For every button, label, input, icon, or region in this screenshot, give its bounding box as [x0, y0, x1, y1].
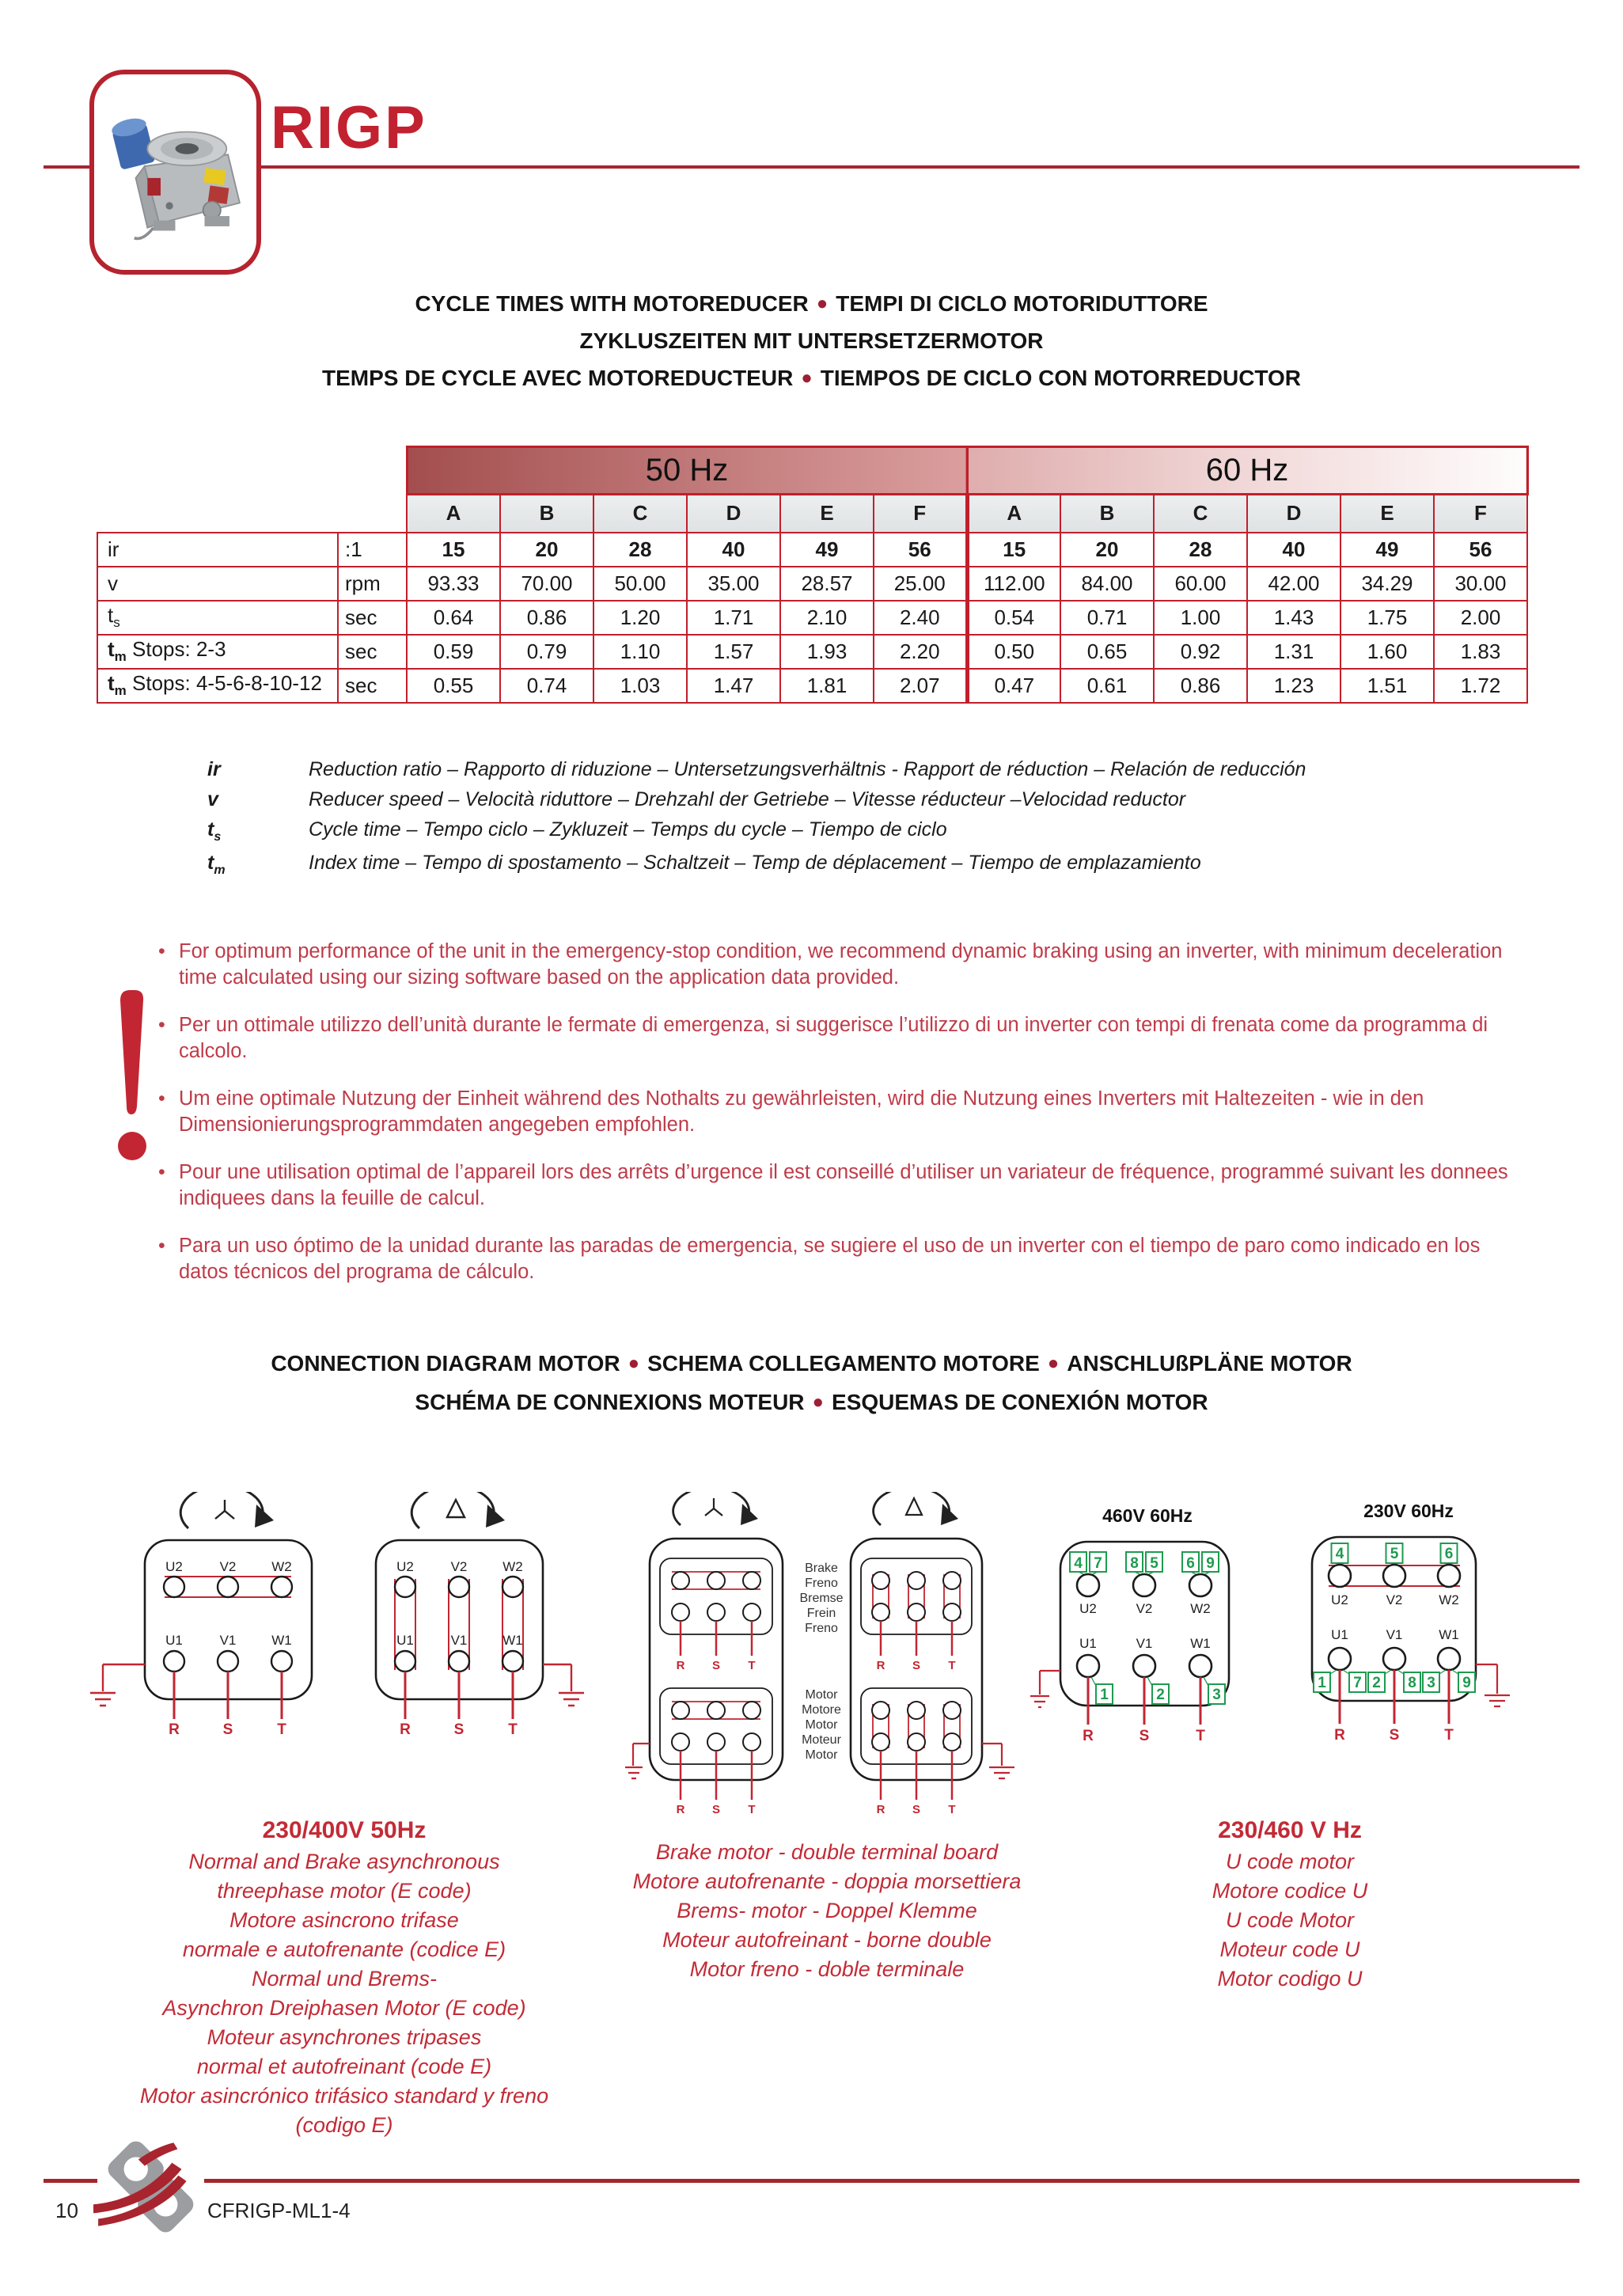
value-cell: 28.57	[780, 567, 874, 601]
terminal-label: V1	[1386, 1627, 1403, 1642]
value-cell: 60.00	[1154, 567, 1247, 601]
value-cell: 50.00	[593, 567, 687, 601]
connection-title-line1: CONNECTION DIAGRAM MOTOR ● SCHEMA COLLEGAMENTO MOTORE ● ANSCHLUßPLÄNE MOTOR	[271, 1351, 1352, 1376]
wire-number: 5	[1150, 1555, 1158, 1572]
terminal-label: W2	[271, 1559, 292, 1574]
footer-rule-right	[204, 2179, 1579, 2183]
value-cell: 0.65	[1060, 635, 1154, 669]
cycle-times-table	[97, 446, 1529, 704]
wire-number: 7	[1353, 1675, 1362, 1691]
value-cell: 0.55	[407, 669, 500, 703]
diagram-star-motor	[79, 1492, 324, 1737]
value-cell: 1.60	[1340, 635, 1434, 669]
phase-label: S	[1139, 1728, 1150, 1744]
ground-icon	[1030, 1671, 1060, 1707]
wire-number: 4	[1335, 1546, 1344, 1562]
winding-label: Frein	[806, 1607, 836, 1620]
winding-label: Moteur	[802, 1733, 841, 1747]
wire-number: 2	[1156, 1687, 1165, 1703]
winding-label: Motor	[805, 1688, 838, 1702]
warning-item: • Para un uso óptimo de la unidad durante las paradas de emergencia, se sugiere el uso de un inverter con el tiempo de paro como indicado en los datos técnicos del programa de cálculo.	[158, 1235, 1481, 1283]
value-cell: 20	[1060, 533, 1154, 567]
phase-label: R	[1083, 1728, 1094, 1744]
wire-number: 6	[1186, 1555, 1195, 1572]
value-cell: 56	[1434, 533, 1527, 567]
caption-230-400v	[55, 1817, 633, 2140]
row-unit: sec	[338, 601, 407, 635]
terminal-label: U1	[165, 1633, 183, 1648]
main-title	[0, 285, 1623, 397]
rotation-arrow-icon	[874, 1492, 958, 1525]
value-cell: 93.33	[407, 567, 500, 601]
warning-item: • Pour une utilisation optimal de l’appareil lors des arrêts d’urgence il est conseillé d’utiliser un variateur de fréquence, programmé suivant les donnees indiquees dans la feuille de calcul.	[158, 1161, 1508, 1209]
caption-line: normale e autofrenante (codice E)	[182, 1937, 506, 1961]
caption-line: (codigo E)	[295, 2113, 393, 2137]
value-cell: 2.20	[874, 635, 967, 669]
phase-label: R	[876, 1659, 885, 1672]
caption-brake-motor	[617, 1838, 1037, 1984]
hz-60-header: 60 Hz	[967, 447, 1527, 495]
value-cell: 70.00	[500, 567, 593, 601]
bullet-separator-icon: ●	[1047, 1353, 1060, 1374]
caption-line: Normal und Brems-	[251, 1967, 438, 1990]
value-cell: 0.47	[967, 669, 1060, 703]
phase-label: T	[508, 1721, 518, 1737]
column-header: A	[407, 495, 500, 533]
phase-label: T	[748, 1803, 756, 1816]
terminal-label: W1	[502, 1633, 523, 1648]
rotation-arrow-icon	[673, 1492, 758, 1525]
column-header: C	[593, 495, 687, 533]
winding-label: Motore	[802, 1703, 841, 1717]
row-label: $t_m$ Stops: 2-3	[97, 635, 338, 669]
phase-label: S	[912, 1803, 921, 1816]
phase-label: T	[277, 1721, 286, 1737]
table-row	[97, 669, 1527, 703]
warning-item: • For optimum performance of the unit in the emergency-stop condition, we recommend dynamic braking using an inverter, with minimum deceleration time calculated using our sizing software based on the application data provided.	[158, 940, 1503, 989]
winding-label: Motor	[805, 1718, 838, 1732]
value-cell: 30.00	[1434, 567, 1527, 601]
column-header-row	[97, 495, 1527, 533]
value-cell: 1.00	[1154, 601, 1247, 635]
delta-connection-icon	[906, 1498, 922, 1515]
star-connection-icon	[215, 1500, 234, 1519]
value-cell: 84.00	[1060, 567, 1154, 601]
phase-label: S	[711, 1803, 721, 1816]
terminal-label: W1	[1439, 1627, 1459, 1642]
phase-label: S	[453, 1721, 465, 1737]
phase-label: R	[876, 1803, 885, 1816]
table-row	[97, 567, 1527, 601]
value-cell: 1.47	[687, 669, 780, 703]
value-cell: 0.59	[407, 635, 500, 669]
hz-50-header: 50 Hz	[407, 447, 967, 495]
table-row	[97, 601, 1527, 635]
value-cell: 20	[500, 533, 593, 567]
terminal-label: U1	[396, 1633, 414, 1648]
wire-number: 1	[1318, 1675, 1326, 1691]
value-cell: 15	[407, 533, 500, 567]
wire-number: 6	[1444, 1546, 1454, 1562]
terminal-label: W1	[271, 1633, 292, 1648]
caption-line: Motor codigo U	[1217, 1967, 1363, 1990]
main-title-line3: TEMPS DE CYCLE AVEC MOTOREDUCTEUR ● TIEMPOS DE CICLO CON MOTORREDUCTOR	[321, 366, 1302, 390]
value-cell: 28	[593, 533, 687, 567]
legend-item: v Reducer speed – Velocità riduttore – Drehzahl der Getriebe – Vitesse réducteur –Velocidad reductor	[207, 788, 1186, 810]
exclamation-icon	[111, 988, 152, 1166]
column-header: D	[687, 495, 780, 533]
caption-line: Moteur code U	[1219, 1937, 1360, 1961]
value-cell: 0.54	[967, 601, 1060, 635]
phase-label: S	[1389, 1727, 1400, 1744]
column-header: A	[967, 495, 1060, 533]
rotation-arrow-icon	[411, 1492, 505, 1528]
page-number: 10	[55, 2199, 78, 2222]
terminal-label: U2	[165, 1559, 183, 1574]
value-cell: 0.50	[967, 635, 1060, 669]
diagram-460v	[1029, 1530, 1266, 1755]
star-connection-icon	[705, 1498, 722, 1516]
terminal-label: V1	[450, 1633, 468, 1648]
value-cell: 2.40	[874, 601, 967, 635]
terminal-label: W2	[1439, 1592, 1459, 1607]
diagram-460v-title: 460V 60Hz	[1102, 1505, 1193, 1526]
phase-label: R	[676, 1659, 685, 1672]
value-cell: 15	[967, 533, 1060, 567]
caption-line: Brems- motor - Doppel Klemme	[677, 1899, 977, 1922]
ground-icon	[625, 1744, 650, 1778]
phase-label: R	[400, 1721, 411, 1737]
product-photo-frame	[89, 70, 261, 275]
caption-line: Motor asincrónico trifásico standard y freno	[139, 2084, 549, 2108]
phase-label: R	[1334, 1727, 1345, 1744]
bullet-separator-icon: ●	[628, 1353, 640, 1374]
caption-line: Normal and Brake asynchronous	[188, 1850, 500, 1873]
caption-line: Motor freno - doble terminale	[689, 1957, 965, 1981]
value-cell: 2.10	[780, 601, 874, 635]
ground-icon	[1476, 1664, 1510, 1706]
caption-line: U code motor	[1225, 1850, 1355, 1873]
page-title: RIGP	[271, 94, 427, 161]
wire-number: 8	[1130, 1555, 1139, 1572]
main-title-line1: CYCLE TIMES WITH MOTOREDUCER ● TEMPI DI CICLO MOTORIDUTTORE	[415, 291, 1208, 316]
value-cell: 112.00	[967, 567, 1060, 601]
diagram-230v	[1290, 1526, 1527, 1755]
phase-label: R	[676, 1803, 685, 1816]
connection-title	[0, 1344, 1623, 1421]
value-cell: 1.57	[687, 635, 780, 669]
diagram-brake-star	[625, 1492, 807, 1824]
terminal-label: U2	[1331, 1592, 1348, 1607]
diagram-230v-title: 230V 60Hz	[1363, 1501, 1454, 1521]
value-cell: 49	[780, 533, 874, 567]
caption-heading: 230/460 V Hz	[1218, 1817, 1362, 1843]
delta-connection-icon	[447, 1500, 465, 1517]
winding-label: Freno	[805, 1622, 838, 1635]
value-cell: 1.20	[593, 601, 687, 635]
value-cell: 0.79	[500, 635, 593, 669]
value-cell: 1.93	[780, 635, 874, 669]
winding-label: Motor	[805, 1748, 838, 1762]
value-cell: 40	[687, 533, 780, 567]
value-cell: 1.10	[593, 635, 687, 669]
warning-item: • Um eine optimale Nutzung der Einheit während des Nothalts zu gewährleisten, wird die Nutzung eines Inverters mit Haltezeiten - wie in den Dimensionierungsprogrammdaten angegeben empfohlen.	[158, 1087, 1424, 1136]
value-cell: 1.51	[1340, 669, 1434, 703]
caption-heading: 230/400V 50Hz	[262, 1817, 427, 1843]
terminal-label: V1	[219, 1633, 237, 1648]
connection-title-line2: SCHÉMA DE CONNEXIONS MOTEUR ● ESQUEMAS DE CONEXIÓN MOTOR	[415, 1390, 1208, 1414]
terminal-label: V2	[219, 1559, 237, 1574]
ground-icon	[982, 1744, 1014, 1778]
winding-label: Brake	[805, 1562, 838, 1575]
bullet-separator-icon: ●	[801, 367, 813, 389]
value-cell: 0.64	[407, 601, 500, 635]
diagram-brake-delta	[823, 1492, 1045, 1824]
wire-number: 1	[1100, 1687, 1109, 1703]
motoreducer-photo-icon	[102, 83, 248, 261]
phase-label: T	[1196, 1728, 1205, 1744]
hz-header-row	[97, 447, 1527, 495]
value-cell: 1.83	[1434, 635, 1527, 669]
value-cell: 1.71	[687, 601, 780, 635]
bullet-separator-icon: ●	[816, 293, 829, 314]
phase-label: R	[169, 1721, 180, 1737]
caption-line: Motore codice U	[1212, 1879, 1368, 1903]
row-label: $t_s$	[97, 601, 338, 635]
value-cell: 35.00	[687, 567, 780, 601]
value-cell: 2.07	[874, 669, 967, 703]
ground-icon	[90, 1664, 145, 1706]
column-header: F	[1434, 495, 1527, 533]
phase-label: T	[1444, 1727, 1454, 1744]
wire-number: 3	[1212, 1687, 1221, 1703]
wire-number: 2	[1372, 1675, 1381, 1691]
warnings-list	[158, 939, 1532, 1307]
wire-number: 7	[1094, 1555, 1102, 1572]
value-cell: 1.72	[1434, 669, 1527, 703]
value-cell: 1.43	[1247, 601, 1340, 635]
terminal-label: U2	[1079, 1601, 1097, 1616]
value-cell: 0.61	[1060, 669, 1154, 703]
value-cell: 25.00	[874, 567, 967, 601]
row-label: ir	[97, 533, 338, 567]
phase-label: T	[948, 1659, 956, 1672]
terminal-label: V1	[1136, 1636, 1153, 1651]
wire-number: 3	[1427, 1675, 1435, 1691]
value-cell: 56	[874, 533, 967, 567]
terminal-label: U1	[1079, 1636, 1097, 1651]
value-cell: 0.74	[500, 669, 593, 703]
legend-item: $t_s$ Cycle time – Tempo ciclo – Zykluzeit – Temps du cycle – Tiempo de ciclo	[207, 818, 947, 844]
row-label: $t_m$ Stops: 4-5-6-8-10-12	[97, 669, 338, 703]
row-label: v	[97, 567, 338, 601]
value-cell: 34.29	[1340, 567, 1434, 601]
legend-item: ir Reduction ratio – Rapporto di riduzione – Untersetzungsverhältnis - Rapport de réduction – Relación de reducción	[207, 758, 1306, 780]
caption-line: Motore asincrono trifase	[229, 1908, 459, 1932]
legend	[207, 758, 1306, 885]
cycle-times-table-wrap	[97, 446, 1529, 704]
value-cell: 0.92	[1154, 635, 1247, 669]
winding-label: Bremse	[799, 1592, 844, 1605]
wire-number: 9	[1462, 1675, 1471, 1691]
caption-line: Asynchron Dreiphasen Motor (E code)	[162, 1996, 526, 2020]
wire-number: 8	[1408, 1675, 1416, 1691]
caption-line: Brake motor - double terminal board	[655, 1840, 999, 1864]
row-unit: sec	[338, 669, 407, 703]
value-cell: 2.00	[1434, 601, 1527, 635]
phase-label: S	[912, 1659, 921, 1672]
terminal-label: V2	[1136, 1601, 1153, 1616]
wire-number: 9	[1206, 1555, 1215, 1572]
value-cell: 1.31	[1247, 635, 1340, 669]
value-cell: 42.00	[1247, 567, 1340, 601]
value-cell: 1.81	[780, 669, 874, 703]
caption-line: threephase motor (E code)	[217, 1879, 472, 1903]
caption-line: Motore autofrenante - doppia morsettiera	[632, 1869, 1022, 1893]
company-logo-icon	[92, 2135, 212, 2240]
row-unit: sec	[338, 635, 407, 669]
column-header: E	[780, 495, 874, 533]
rotation-arrow-icon	[180, 1492, 274, 1528]
column-header: D	[1247, 495, 1340, 533]
diagram-delta-motor	[332, 1492, 593, 1737]
column-header: F	[874, 495, 967, 533]
phase-label: S	[711, 1659, 721, 1672]
value-cell: 0.86	[1154, 669, 1247, 703]
value-cell: 49	[1340, 533, 1434, 567]
terminal-label: U2	[396, 1559, 414, 1574]
value-cell: 28	[1154, 533, 1247, 567]
ground-icon	[543, 1664, 584, 1706]
winding-label: Freno	[805, 1577, 838, 1590]
wire-number: 5	[1390, 1546, 1399, 1562]
caption-line: normal et autofreinant (code E)	[196, 2055, 492, 2078]
value-cell: 0.71	[1060, 601, 1154, 635]
value-cell: 1.03	[593, 669, 687, 703]
column-header: B	[500, 495, 593, 533]
wire-number: 4	[1074, 1555, 1083, 1572]
terminal-label: V2	[450, 1559, 468, 1574]
column-header: B	[1060, 495, 1154, 533]
phase-label: T	[948, 1803, 956, 1816]
column-header: C	[1154, 495, 1247, 533]
footer-rule-left	[44, 2179, 97, 2183]
caption-line: Moteur asynchrones tripases	[207, 2025, 482, 2049]
column-header: E	[1340, 495, 1434, 533]
value-cell: 0.86	[500, 601, 593, 635]
legend-item: $t_m$ Index time – Tempo di spostamento – Schaltzeit – Temp de déplacement – Tiempo de emplazamiento	[207, 852, 1201, 877]
row-unit: rpm	[338, 567, 407, 601]
warning-item: • Per un ottimale utilizzo dell’unità durante le fermate di emergenza, si suggerisce l’utilizzo di un inverter con tempi di frenata come da programma di calcolo.	[158, 1014, 1488, 1062]
phase-label: S	[222, 1721, 233, 1737]
terminal-label: W2	[502, 1559, 523, 1574]
row-unit: :1	[338, 533, 407, 567]
main-title-line2: ZYKLUSZEITEN MIT UNTERSETZERMOTOR	[579, 328, 1044, 353]
bullet-separator-icon: ●	[812, 1391, 825, 1413]
value-cell: 1.23	[1247, 669, 1340, 703]
caption-230-460v	[1108, 1817, 1472, 1994]
value-cell: 40	[1247, 533, 1340, 567]
table-row	[97, 635, 1527, 669]
terminal-label: W2	[1190, 1601, 1211, 1616]
value-cell: 1.75	[1340, 601, 1434, 635]
caption-line: U code Motor	[1225, 1908, 1355, 1932]
header-rule	[44, 165, 1579, 169]
terminal-label: W1	[1190, 1636, 1211, 1651]
terminal-label: U1	[1331, 1627, 1348, 1642]
document-code: CFRIGP-ML1-4	[207, 2199, 351, 2222]
terminal-label: V2	[1386, 1592, 1403, 1607]
phase-label: T	[748, 1659, 756, 1672]
table-row	[97, 533, 1527, 567]
caption-line: Moteur autofreinant - borne double	[662, 1928, 992, 1952]
